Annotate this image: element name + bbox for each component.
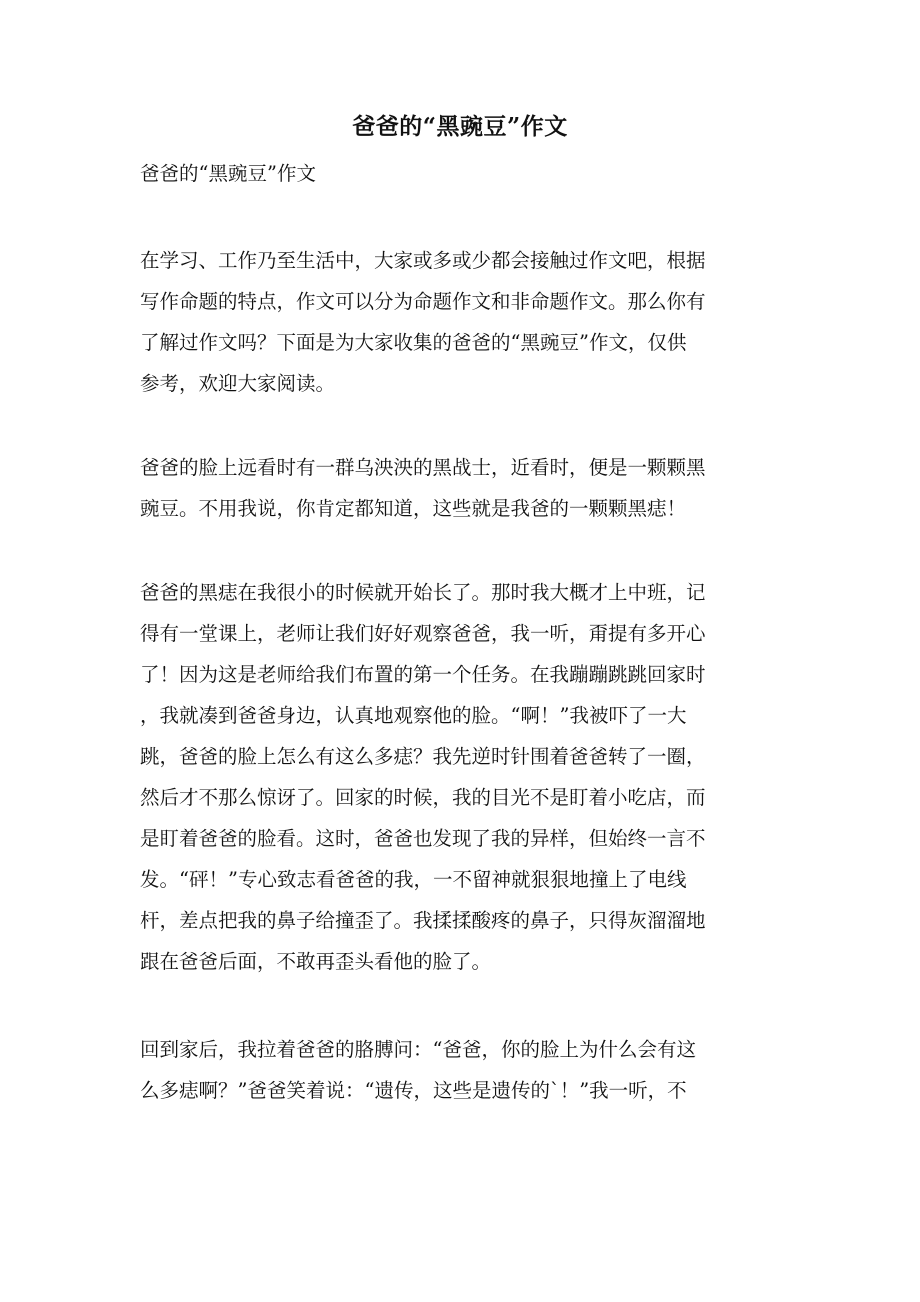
- text-line: 了！因为这是老师给我们布置的第一个任务。在我蹦蹦跳跳回家时: [140, 663, 706, 686]
- text-line: 么多痣啊？”爸爸笑着说：“遗传，这些是遗传的`！”我一听，不: [140, 1079, 687, 1102]
- paragraph-story: [140, 572, 780, 982]
- text-line: 爸爸的脸上远看时有一群乌泱泱的黑战士，近看时，便是一颗颗黑: [140, 456, 706, 479]
- text-line: 爸爸的黑痣在我很小的时候就开始长了。那时我大概才上中班，记: [140, 581, 706, 604]
- text-line: 了解过作文吗？下面是为大家收集的爸爸的“黑豌豆”作文，仅供: [140, 331, 687, 354]
- text-line: 豌豆。不用我说，你肯定都知道，这些就是我爸的一颗颗黑痣！: [140, 497, 687, 520]
- text-line: 写作命题的特点，作文可以分为命题作文和非命题作文。那么你有: [140, 290, 706, 313]
- paragraph-home: [140, 1029, 780, 1111]
- paragraph-black-peas: [140, 447, 780, 529]
- text-line: 然后才不那么惊讶了。回家的时候，我的目光不是盯着小吃店，而: [140, 786, 706, 809]
- text-line: 参考，欢迎大家阅读。: [140, 372, 336, 395]
- text-line: 是盯着爸爸的脸看。这时，爸爸也发现了我的异样，但始终一言不: [140, 827, 706, 850]
- text-line: 跟在爸爸后面，不敢再歪头看他的脸了。: [140, 950, 492, 973]
- document-subtitle: 爸爸的“黑豌豆”作文: [140, 162, 316, 185]
- text-line: 得有一堂课上，老师让我们好好观察爸爸，我一听，甭提有多开心: [140, 622, 706, 645]
- text-line: 回到家后，我拉着爸爸的胳膊问：“爸爸，你的脸上为什么会有这: [140, 1038, 696, 1061]
- text-line: 在学习、工作乃至生活中，大家或多或少都会接触过作文吧，根据: [140, 249, 706, 272]
- text-line: ，我就凑到爸爸身边，认真地观察他的脸。“啊！”我被吓了一大: [140, 704, 687, 727]
- document-title: 爸爸的“黑豌豆”作文: [352, 113, 568, 140]
- paragraph-intro: [140, 240, 780, 404]
- text-line: 杆，差点把我的鼻子给撞歪了。我揉揉酸疼的鼻子，只得灰溜溜地: [140, 909, 706, 932]
- text-line: 发。“砰！”专心致志看爸爸的我，一不留神就狠狠地撞上了电线: [140, 868, 687, 891]
- text-line: 跳，爸爸的脸上怎么有这么多痣？我先逆时针围着爸爸转了一圈，: [140, 745, 706, 768]
